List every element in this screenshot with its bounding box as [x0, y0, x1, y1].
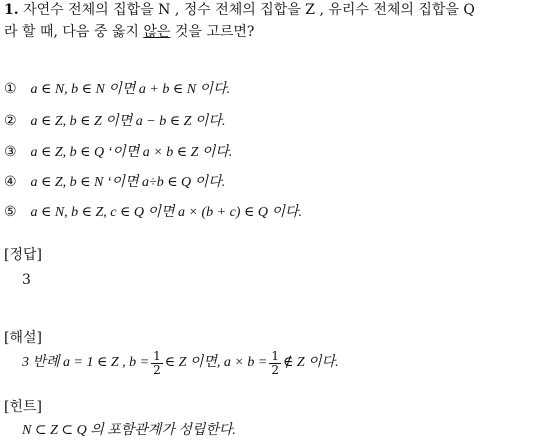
choice-marker: ① [4, 81, 17, 97]
hint-text: N ⊂ Z ⊂ Q 의 포함관계가 성립한다. [22, 423, 236, 438]
choice-marker: ③ [4, 144, 17, 160]
hint-label: [힌트] [4, 399, 42, 415]
explanation-part2: ∈ Z 이면, a × b = [164, 355, 268, 370]
question-stem-line2 [4, 22, 254, 42]
answer-value: 3 [22, 272, 31, 288]
fraction-numerator: 1 [271, 348, 279, 363]
explanation-label: [해설] [4, 330, 42, 346]
question-number: 1. [4, 2, 19, 18]
explanation-part3: ∉ Z 이다. [282, 355, 339, 370]
choice-marker: ⑤ [4, 204, 17, 220]
fraction-numerator: 1 [153, 348, 161, 363]
choice-1 [4, 79, 230, 100]
underlined-word: 않은 [143, 24, 171, 40]
choice-4 [4, 172, 225, 193]
choice-text: a ∈ N, b ∈ N 이면 a + b ∈ N 이다. [30, 82, 231, 97]
question-stem-pre: 라 할 때, 다음 중 옳지 [4, 24, 144, 40]
answer-label: [정답] [4, 247, 42, 263]
fraction-denominator: 2 [153, 362, 161, 377]
choice-marker: ② [4, 113, 17, 129]
choice-text: a ∈ N, b ∈ Z, c ∈ Q 이면 a × (b + c) ∈ Q 이다. [30, 205, 302, 220]
choice-text: a ∈ Z, b ∈ N ‘이면 a÷b ∈ Q 이다. [30, 175, 226, 190]
fraction-one-half [151, 350, 163, 377]
question-stem-line1 [4, 0, 475, 20]
choice-3 [4, 142, 232, 163]
choice-marker: ④ [4, 174, 17, 190]
explanation-text [22, 346, 339, 380]
choice-5 [4, 202, 302, 223]
explanation-part1: 3 반례 a = 1 ∈ Z , b = [22, 355, 150, 370]
choice-text: a ∈ Z, b ∈ Z 이면 a − b ∈ Z 이다. [30, 114, 226, 129]
fraction-one-half [269, 350, 281, 377]
choice-text: a ∈ Z, b ∈ Q ‘이면 a × b ∈ Z 이다. [30, 145, 233, 160]
choice-2 [4, 111, 225, 132]
question-stem-post: 것을 고르면? [170, 24, 255, 40]
question-stem-text: 자연수 전체의 집합을 N , 정수 전체의 집합을 Z , 유리수 전체의 집합을 Q [23, 2, 475, 18]
fraction-denominator: 2 [271, 362, 279, 377]
